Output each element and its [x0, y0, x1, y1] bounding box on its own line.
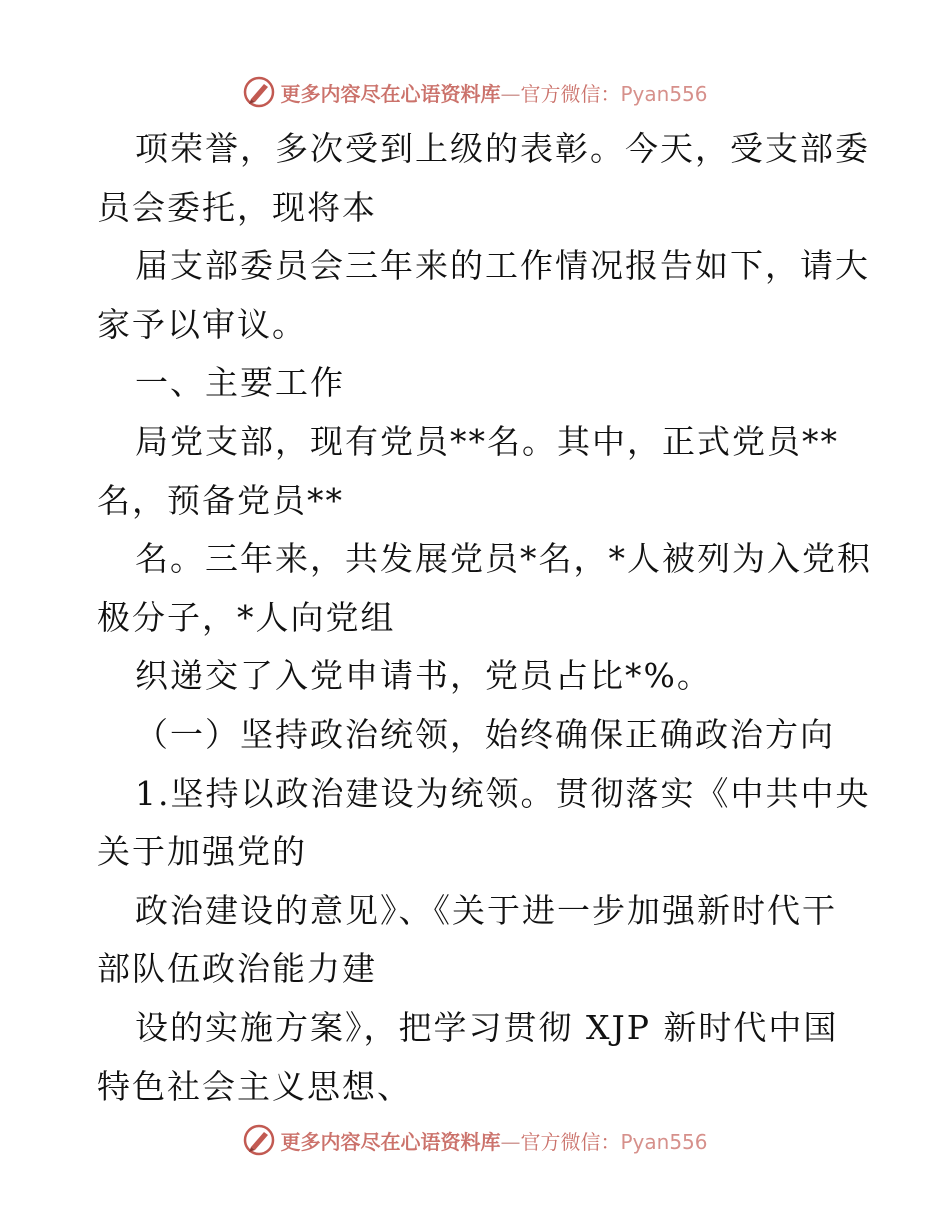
text-line: 部队伍政治能力建	[97, 949, 377, 989]
watermark-text	[280, 1126, 707, 1155]
text-line: 名，预备党员**	[97, 480, 344, 520]
watermark-id: Pyan556	[620, 1129, 708, 1154]
text-line: 项荣誉，多次受到上级的表彰。今天，受支部委	[135, 129, 870, 168]
text-line: 1.坚持以政治建设为统领。贯彻落实《中共中央	[135, 773, 871, 813]
text-line: 极分子，*人向党组	[97, 597, 396, 637]
text-line: 员会委托，现将本	[97, 187, 377, 227]
text-line: 关于加强党的	[97, 832, 307, 872]
text-line: 局党支部，现有党员**名。其中，正式党员**	[135, 421, 839, 461]
header-watermark	[0, 72, 950, 112]
text-line: 家予以审议。	[97, 304, 307, 344]
text-line: 届支部委员会三年来的工作情况报告如下，请大	[135, 246, 870, 286]
text-line: 织递交了入党申请书，党员占比*%。	[135, 656, 712, 696]
text-line: 特色社会主义思想、	[97, 1066, 412, 1106]
text-line: 名。三年来，共发展党员*名，*人被列为入党积	[135, 539, 872, 579]
text-line: 一、主要工作	[135, 363, 345, 403]
text-line: 设的实施方案》，把学习贯彻 XJP 新时代中国	[135, 1007, 839, 1047]
text-line: 政治建设的意见》、《关于进一步加强新时代干	[135, 890, 837, 930]
watermark-id: Pyan556	[620, 81, 708, 106]
watermark-dash: —	[500, 81, 521, 106]
document-body	[97, 120, 872, 1116]
pen-logo-icon	[242, 75, 276, 109]
watermark-sub: 官方微信：	[520, 81, 621, 106]
watermark-text	[280, 78, 707, 107]
watermark-main: 更多内容尽在心语资料库	[280, 81, 501, 106]
text-line: （一）坚持政治统领，始终确保正确政治方向	[135, 714, 835, 754]
watermark-sub: 官方微信：	[520, 1129, 621, 1154]
pen-logo-icon	[242, 1123, 276, 1157]
watermark-main: 更多内容尽在心语资料库	[280, 1129, 501, 1154]
watermark-dash: —	[500, 1129, 521, 1154]
footer-watermark	[0, 1120, 950, 1160]
